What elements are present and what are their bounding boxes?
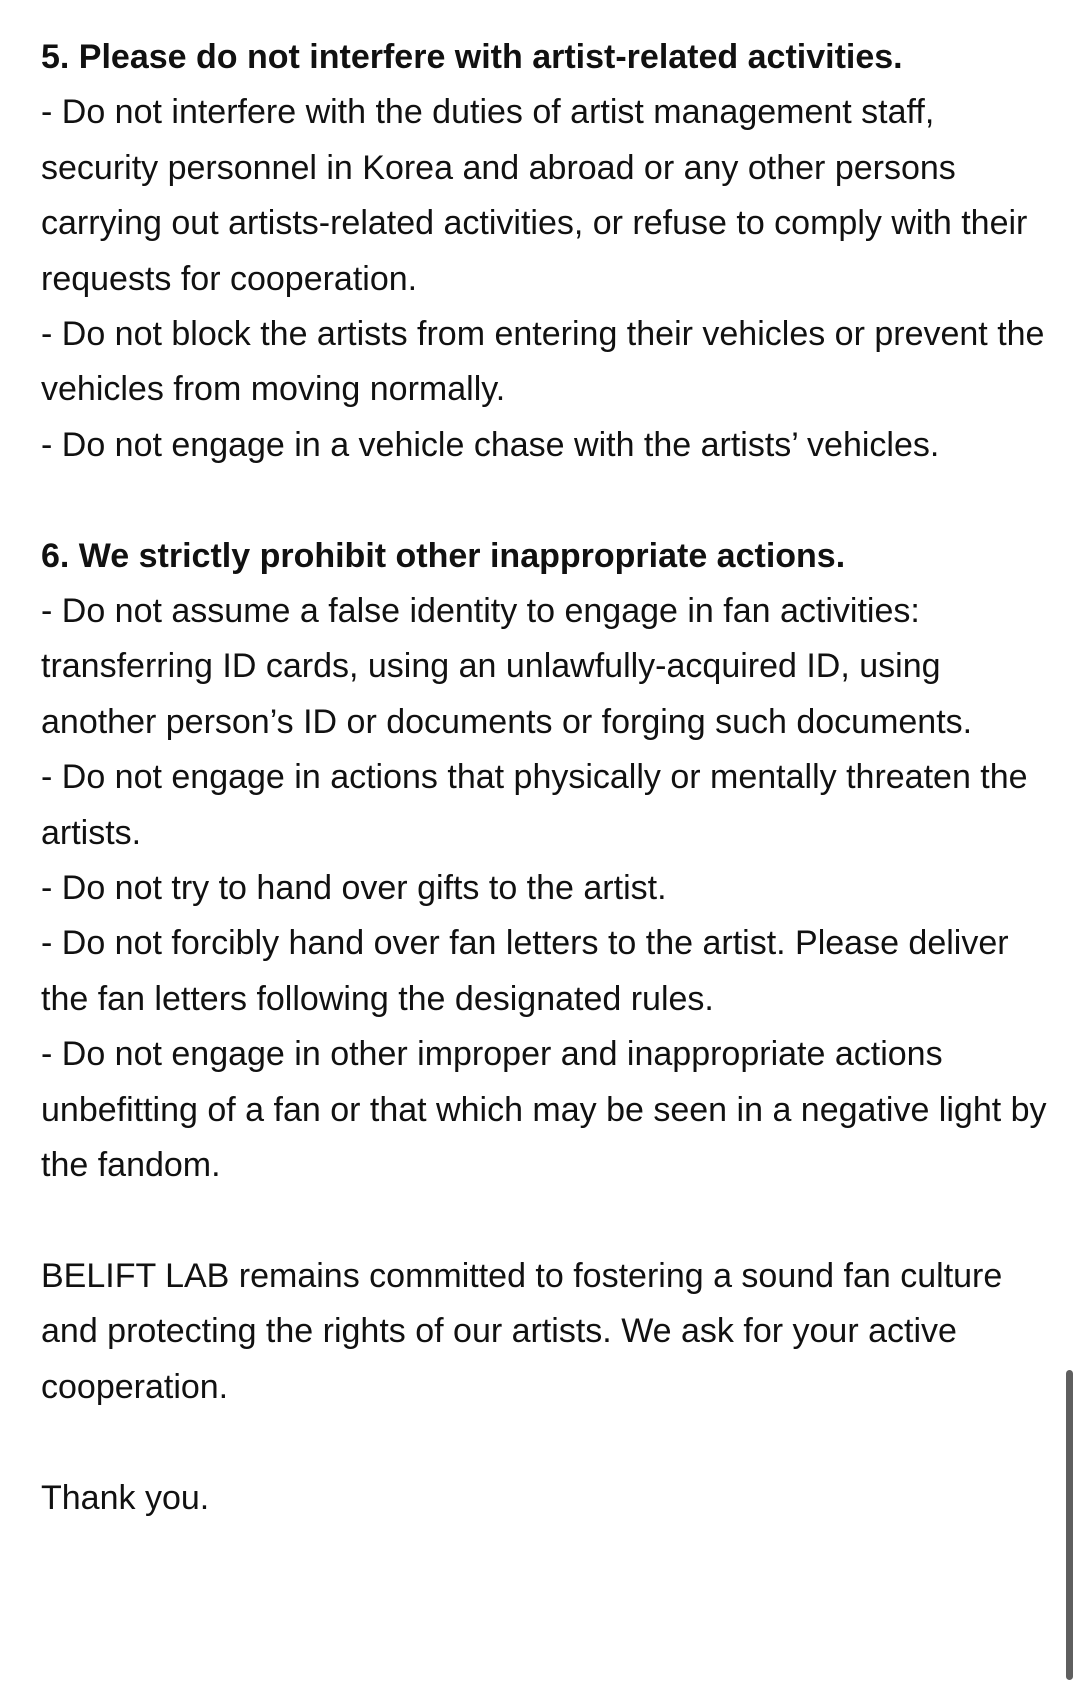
section-5-bullet-3: - Do not engage in a vehicle chase with the artists’ vehicles.	[41, 425, 940, 464]
notice-body	[41, 30, 1051, 1526]
section-spacer	[41, 1194, 1051, 1249]
section-6-bullet-5: - Do not engage in other improper and inappropriate actions unbefitting of a fan or that which may be seen in a negative light by the fandom.	[41, 1035, 1047, 1185]
section-spacer	[41, 1415, 1051, 1470]
section-spacer	[41, 473, 1051, 528]
section-5-bullet-2: - Do not block the artists from entering their vehicles or prevent the vehicles from moving normally.	[41, 315, 1045, 409]
section-6-heading: 6. We strictly prohibit other inappropriate actions.	[41, 536, 846, 575]
scrollbar-thumb[interactable]	[1066, 1370, 1073, 1680]
section-6-bullet-4: - Do not forcibly hand over fan letters to the artist. Please deliver the fan letters following the designated rules.	[41, 924, 1009, 1018]
section-6-bullet-2: - Do not engage in actions that physically or mentally threaten the artists.	[41, 758, 1028, 852]
section-5-bullet-1: - Do not interfere with the duties of artist management staff, security personnel in Korea and abroad or any other persons carrying out artists-related activities, or refuse to comply with their requests for cooperation.	[41, 93, 1028, 298]
section-6-bullet-1: - Do not assume a false identity to engage in fan activities: transferring ID cards, using an unlawfully-acquired ID, using another person’s ID or documents or forging such documents.	[41, 592, 973, 741]
section-6-bullet-3: - Do not try to hand over gifts to the artist.	[41, 869, 667, 908]
section-5-heading: 5. Please do not interfere with artist-related activities.	[41, 38, 903, 76]
closing-statement: BELIFT LAB remains committed to fostering a sound fan culture and protecting the rights of our artists. We ask for your active cooperation.	[41, 1256, 1003, 1406]
thank-you-text: Thank you.	[41, 1478, 210, 1517]
